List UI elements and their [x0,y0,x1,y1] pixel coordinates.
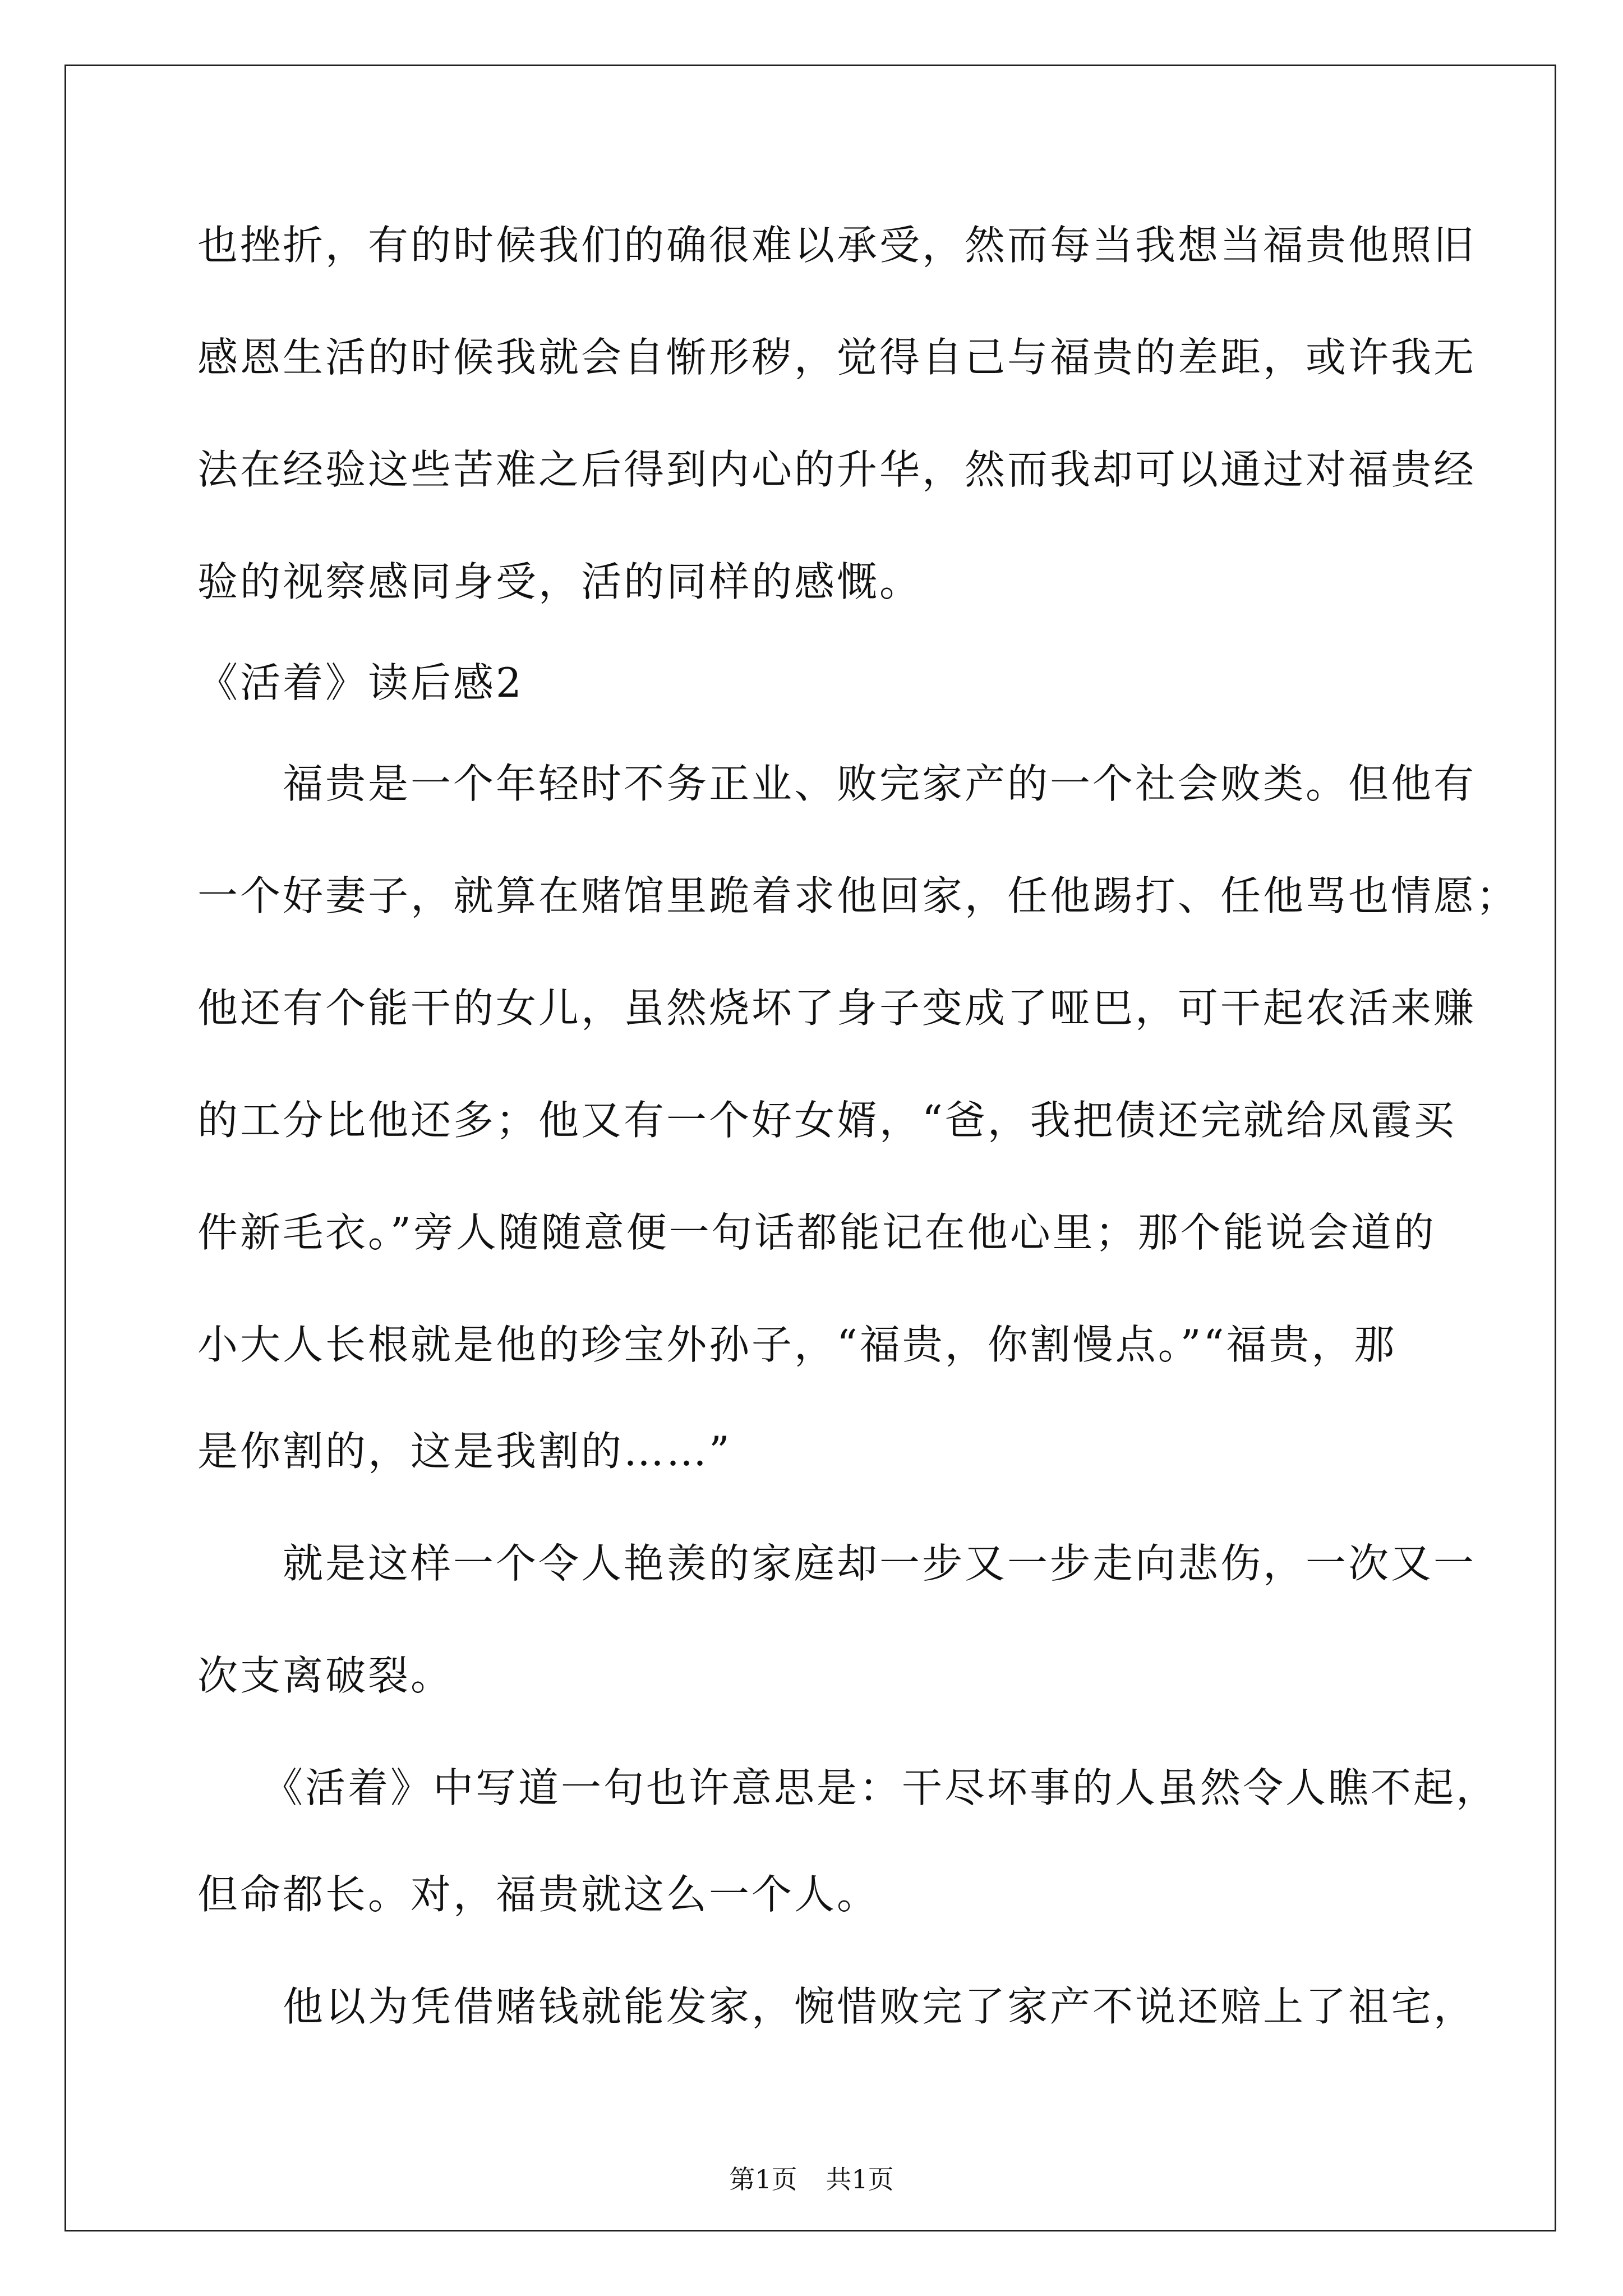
text-line: 福贵是一个年轻时不务正业、败完家产的一个社会败类。但他有 [197,760,1477,807]
text-line: 感恩生活的时候我就会自惭形秽，觉得自己与福贵的差距，或许我无 [197,334,1477,381]
text-line: 是你割的，这是我割的……” [197,1428,732,1475]
page-number: 第1页 [729,2164,797,2194]
page-total: 共1页 [826,2164,894,2194]
text-line: 就是这样一个令人艳羡的家庭却一步又一步走向悲伤，一次又一 [197,1540,1477,1587]
text-line: 他还有个能干的女儿，虽然烧坏了身子变成了哑巴，可干起农活来赚 [197,984,1477,1032]
text-line: 一个好妻子，就算在赌馆里跪着求他回家，任他踢打、任他骂也情愿； [197,872,1519,919]
text-line: 验的视察感同身受，活的同样的感慨。 [197,558,923,605]
text-line: 法在经验这些苦难之后得到内心的升华，然而我却可以通过对福贵经 [197,446,1477,493]
text-line: 件新毛衣。”旁人随随意便一句话都能记在他心里；那个能说会道的 [197,1209,1436,1256]
text-line: 《活着》中写道一句也许意思是：干尽坏事的人虽然令人瞧不起， [197,1764,1499,1811]
text-line: 他以为凭借赌钱就能发家，惋惜败完了家产不说还赔上了祖宅， [197,1983,1477,2030]
text-line: 的工分比他还多；他又有一个好女婿，“爸，我把债还完就给凤霞买 [197,1097,1456,1144]
text-line: 小大人长根就是他的珍宝外孙子，“福贵，你割慢点。”“福贵，那 [197,1321,1397,1368]
page-footer [0,2162,1623,2196]
section-title: 《活着》读后感2 [197,659,524,706]
text-line: 但命都长。对，福贵就这么一个人。 [197,1871,880,1918]
text-line: 次支离破裂。 [197,1652,454,1699]
text-line: 也挫折，有的时候我们的确很难以承受，然而每当我想当福贵他照旧 [197,222,1477,269]
